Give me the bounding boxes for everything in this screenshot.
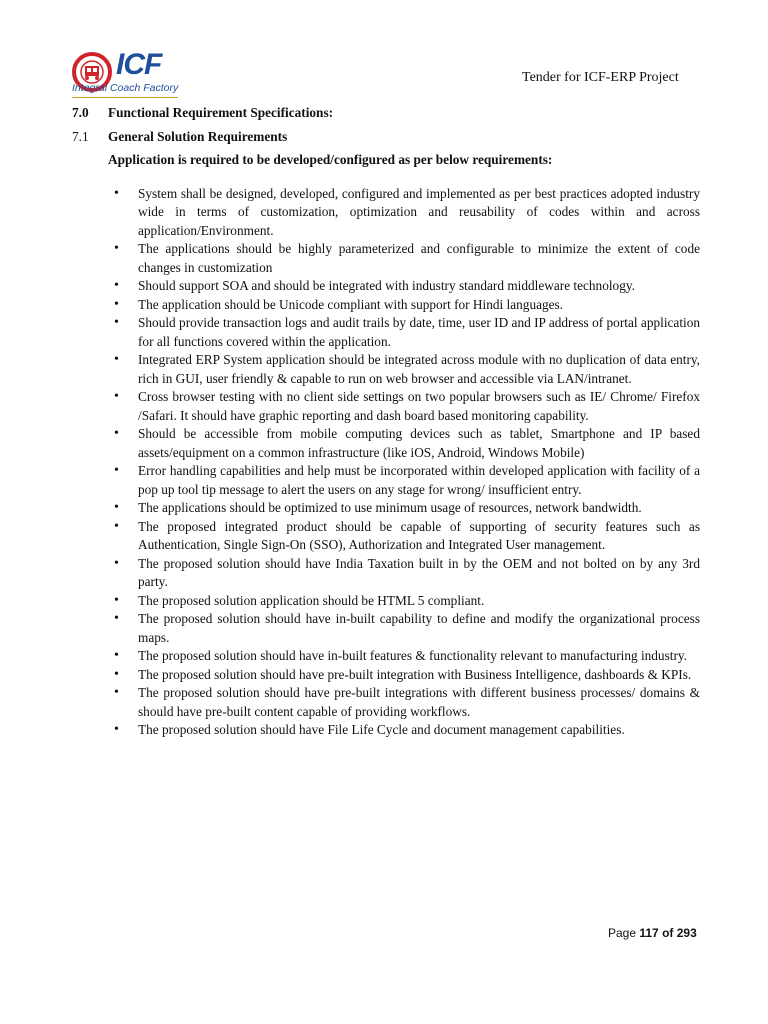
requirement-item: • The application should be Unicode compliant with support for Hindi languages. xyxy=(138,296,700,315)
requirement-item: • System shall be designed, developed, configured and implemented as per best practices adopted industry wide in terms of customization, optimization and reusability of codes within and across application/Environment. xyxy=(138,185,700,241)
page-body xyxy=(72,104,700,740)
of-label: of xyxy=(662,926,674,940)
page-footer xyxy=(608,926,697,940)
document-title: Tender for ICF-ERP Project xyxy=(522,70,679,85)
requirement-item: • The applications should be highly parameterized and configurable to minimize the extent of code changes in customization xyxy=(138,240,700,277)
requirement-item: • Should provide transaction logs and audit trails by date, time, user ID and IP address of portal application for all functions covered within the application. xyxy=(138,314,700,351)
requirement-item: • Cross browser testing with no client side settings on two popular browsers such as IE/ Chrome/ Firefox /Safari. It should have graphic reporting and dash board based monitoring capability. xyxy=(138,388,700,425)
section-heading xyxy=(72,104,700,123)
total-pages: 293 xyxy=(676,926,697,940)
requirement-item: • Integrated ERP System application should be integrated across module with no duplication of data entry, rich in GUI, user friendly & capable to run on web browser and accessible via LAN/intranet. xyxy=(138,351,700,388)
requirements-intro: Application is required to be developed/configured as per below requirements: xyxy=(108,152,553,167)
icf-logo xyxy=(72,48,180,100)
requirement-item: • The proposed solution should have India Taxation built in by the OEM and not bolted on by any 3rd party. xyxy=(138,555,700,592)
requirement-item: • Should support SOA and should be integrated with industry standard middleware technology. xyxy=(138,277,700,296)
section-number: 7.0 xyxy=(72,105,89,120)
requirement-item: • The proposed solution should have in-built features & functionality relevant to manufacturing industry. xyxy=(138,647,700,666)
logo-underline xyxy=(72,97,178,98)
requirement-item: • The proposed solution should have File Life Cycle and document management capabilities. xyxy=(138,721,700,740)
page-header xyxy=(0,0,768,104)
page-label: Page xyxy=(608,926,637,940)
requirement-item: • The proposed solution should have in-built capability to define and modify the organizational process maps. xyxy=(138,610,700,647)
requirement-item: • The proposed solution application should be HTML 5 compliant. xyxy=(138,592,700,611)
subsection-heading xyxy=(72,128,700,147)
page-number: 117 xyxy=(639,926,659,940)
logo-wordmark: ICF xyxy=(116,48,162,81)
requirement-item: • The proposed integrated product should be capable of supporting of security features such as Authentication, Single Sign-On (SSO), Authorization and Integrated User management. xyxy=(138,518,700,555)
requirements-list xyxy=(72,185,700,740)
logo-subtitle: Integral Coach Factory xyxy=(72,82,179,94)
requirement-item: • Should be accessible from mobile computing devices such as tablet, Smartphone and IP based assets/equipment on a common infrastructure (like iOS, Android, Windows Mobile) xyxy=(138,425,700,462)
section-title: Functional Requirement Specifications: xyxy=(108,105,334,120)
requirement-item: • The proposed solution should have pre-built integrations with different business processes/ domains & should have pre-built content capable of providing workflows. xyxy=(138,684,700,721)
subsection-number: 7.1 xyxy=(72,128,89,144)
requirement-item: • The applications should be optimized to use minimum usage of resources, network bandwidth. xyxy=(138,499,700,518)
requirement-item: • Error handling capabilities and help must be incorporated within developed application with facility of a pop up tool tip message to alert the users on any stage for wrong/ insufficient entry. xyxy=(138,462,700,499)
subsection-title: General Solution Requirements xyxy=(108,128,288,144)
requirement-item: • The proposed solution should have pre-built integration with Business Intelligence, dashboards & KPIs. xyxy=(138,666,700,685)
